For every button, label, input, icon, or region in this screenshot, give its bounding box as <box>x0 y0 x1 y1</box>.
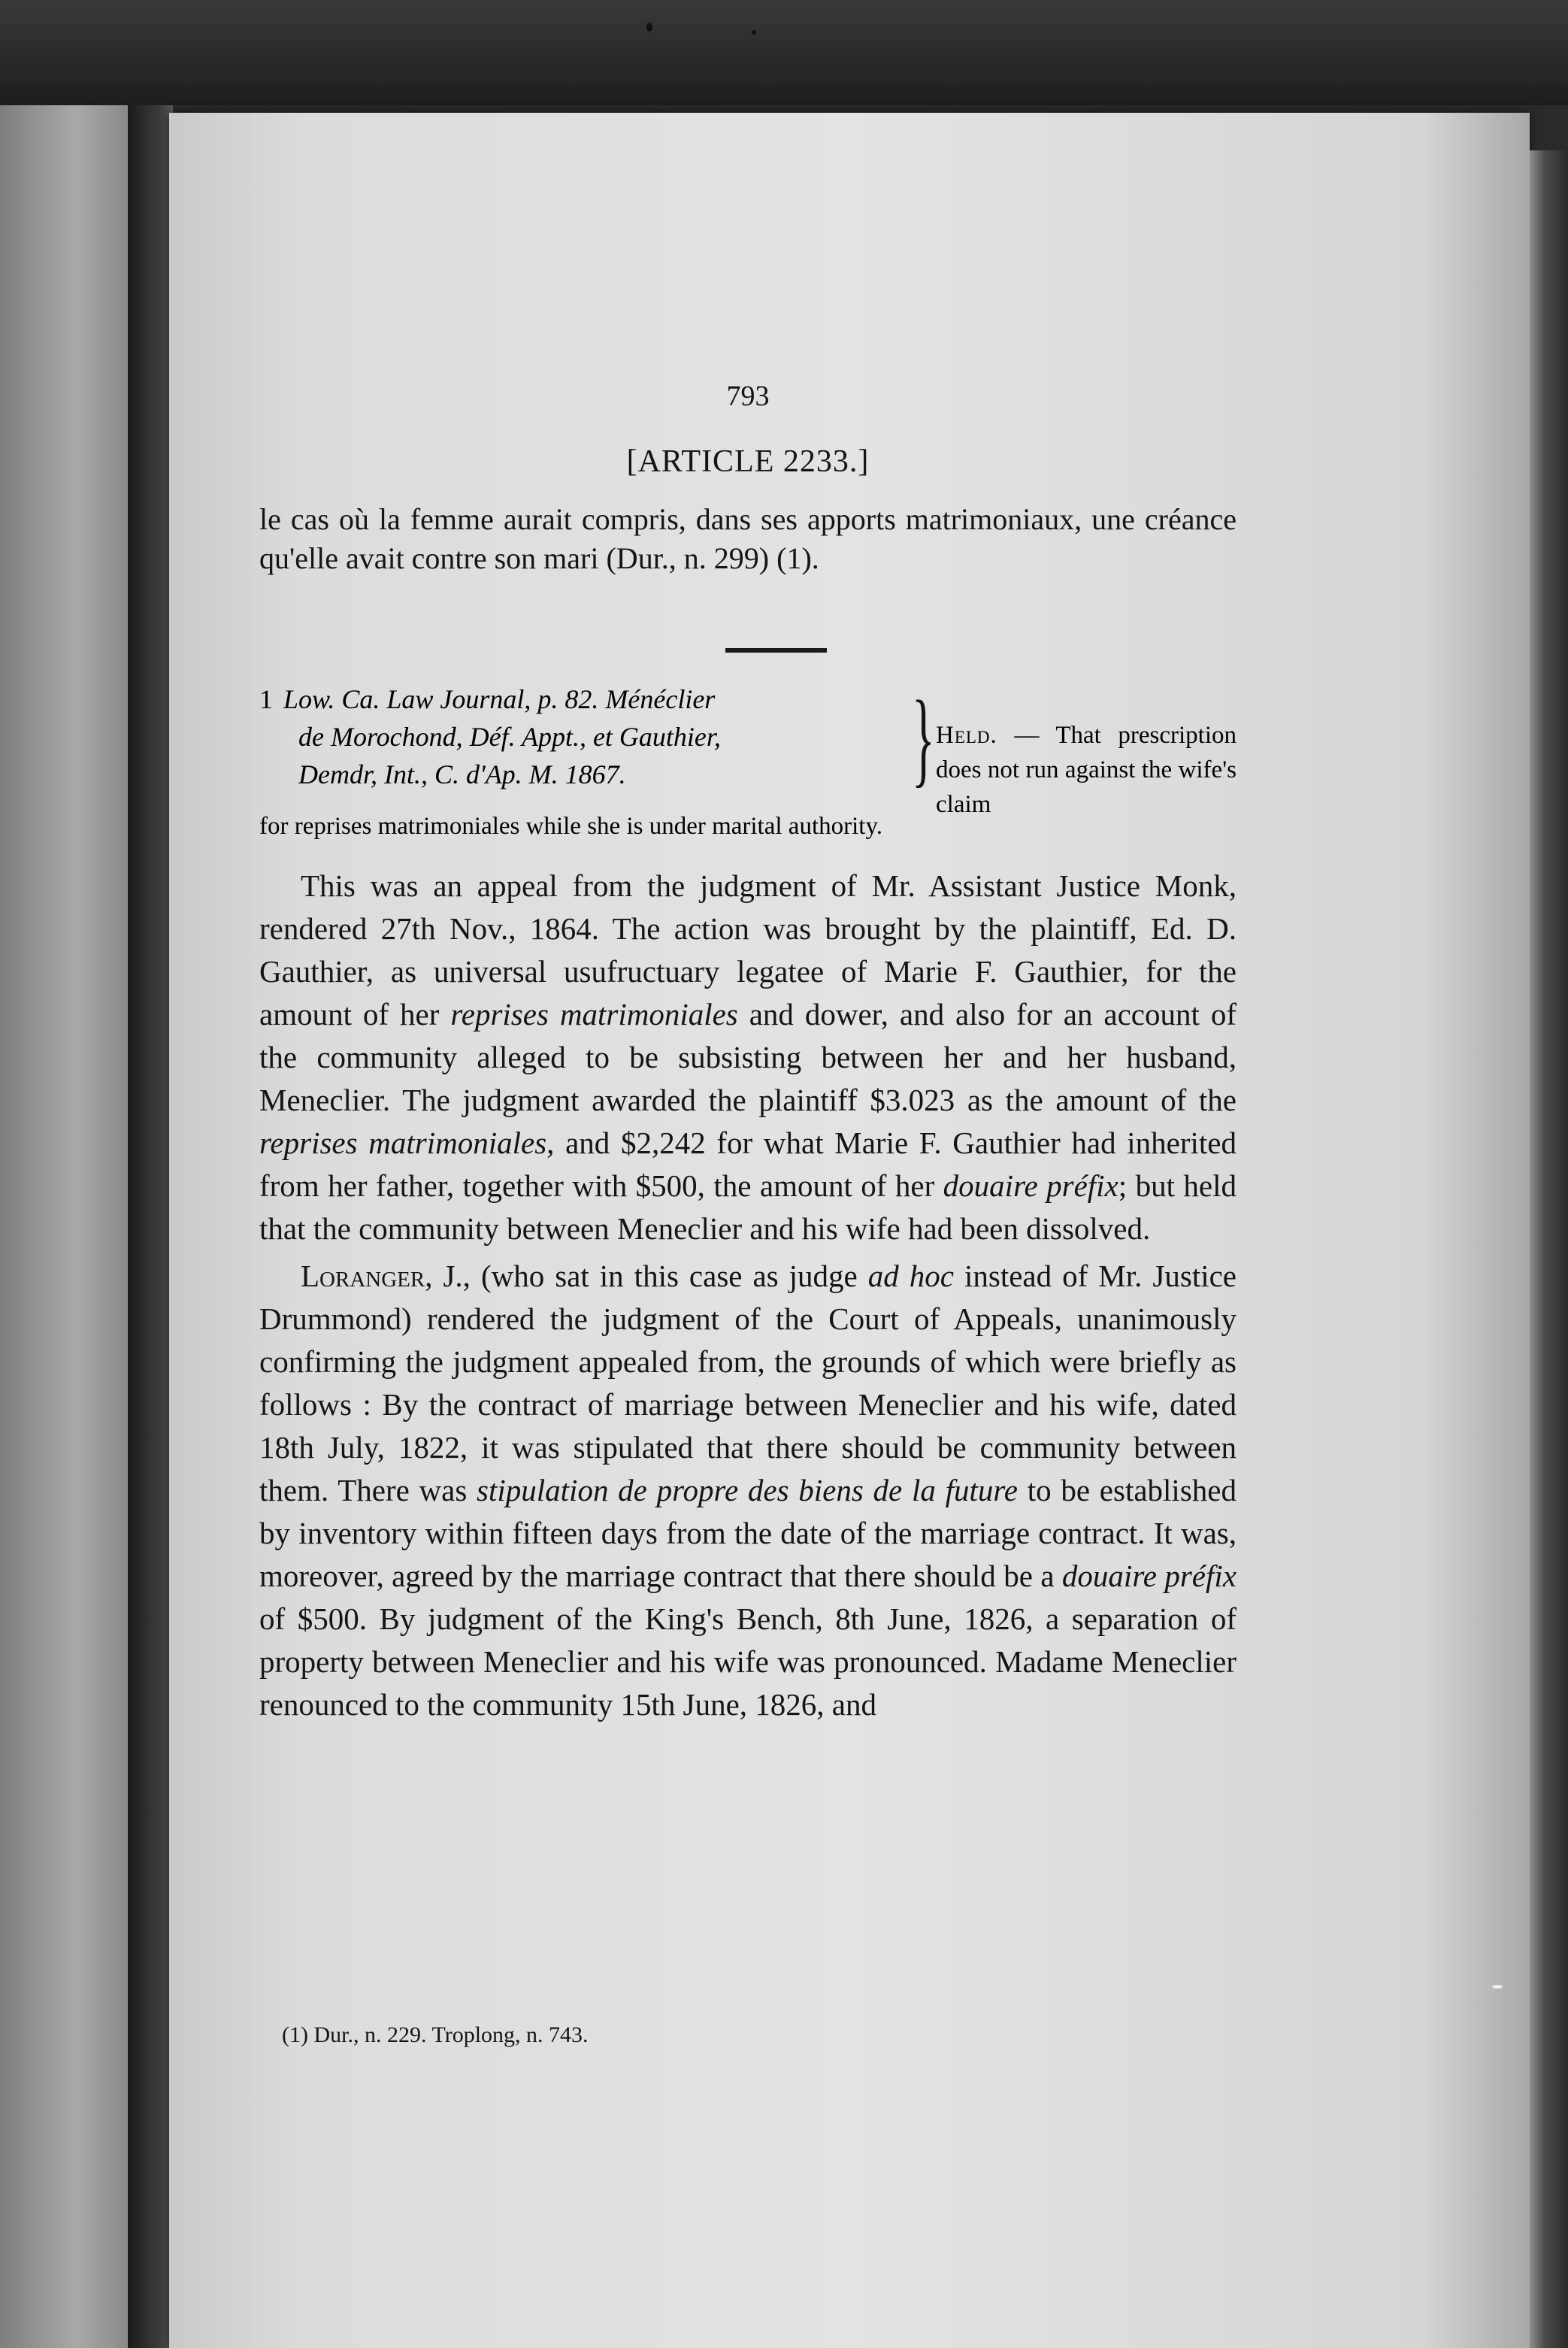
text-run: ; but held that the community between Meneclier and his wife had been dissolved. <box>259 1168 1237 1246</box>
text-run: of $500. By judgment of the King's Bench, 8th June, 1826, a separation of property between Meneclier and his wife was pronounced. Madame Meneclier renounced to the community 15th June, 1826, and <box>259 1601 1237 1722</box>
intro-paragraph: le cas où la femme aurait compris, dans ses apports matrimoniaux, une créance qu'elle avait contre son mari (Dur., n. 299) (1). <box>259 502 1237 575</box>
article-heading: [ARTICLE 2233.] <box>626 444 870 479</box>
note-number: 1 <box>259 684 273 714</box>
paragraph-appeal <box>259 865 1237 1250</box>
judge-name: Loranger <box>301 1259 425 1293</box>
film-edge <box>0 0 1568 105</box>
italic-run: ad hoc <box>867 1259 954 1293</box>
text-run: , J., (who sat in this case as judge <box>425 1259 868 1293</box>
book-gutter <box>128 105 173 2348</box>
text-run: to be established by inventory within fifteen days from the date of the marriage contract. It was, moreover, agreed by the marriage contract that there should be a <box>259 1473 1237 1593</box>
text-run: instead of Mr. Justice Drummond) rendered the judgment of the Court of Appeals, unanimously confirming the judgment appealed from, the grounds of which were briefly as follows : By the contract of marriage between Meneclier and his wife, dated 18th July, 1822, it was stipulated that there should be community between them. There was <box>259 1259 1237 1507</box>
film-speck <box>1492 1985 1503 1989</box>
opinion-body <box>259 865 1237 1726</box>
citation-line: Low. Ca. Law Journal, p. 82. Ménéclier <box>283 684 716 714</box>
citation-line: de Morochond, Déf. Appt., et Gauthier, <box>298 722 721 752</box>
page-stack-edge <box>1530 150 1568 2348</box>
held-text: — That prescription does not run against the wife's claim <box>936 722 1237 818</box>
text-run: and dower, and also for an account of the community alleged to be subsisting between her and her husband, Meneclier. The judgment awarded the plaintiff $3.023 as the amount of the <box>259 997 1237 1117</box>
paragraph-judgment <box>259 1255 1237 1726</box>
italic-run: douaire préfix <box>943 1168 1118 1203</box>
section-divider <box>725 648 827 653</box>
note-continuation: for reprises matrimoniales while she is under marital authority. <box>259 813 883 840</box>
brace-glyph: } <box>912 678 935 797</box>
held-label: Held. <box>936 722 997 749</box>
italic-run: reprises matrimoniales <box>259 1126 547 1160</box>
footnote: (1) Dur., n. 229. Troplong, n. 743. <box>282 2022 589 2047</box>
facing-page-edge <box>0 105 128 2348</box>
italic-run: stipulation de propre des biens de la future <box>477 1473 1019 1507</box>
citation-line: Demdr, Int., C. d'Ap. M. 1867. <box>298 759 626 789</box>
page-number: 793 <box>726 380 770 412</box>
held-summary <box>936 718 1237 822</box>
italic-run: douaire préfix <box>1061 1559 1237 1593</box>
italic-run: reprises matrimoniales <box>450 997 738 1032</box>
text-run: , and $2,242 for what Marie F. Gauthier had inherited from her father, together with $500, the amount of her <box>259 1126 1237 1203</box>
case-citation <box>259 680 898 793</box>
film-speck <box>752 30 756 35</box>
film-speck <box>646 23 652 32</box>
text-run: This was an appeal from the judgment of Mr. Assistant Justice Monk, rendered 27th Nov., 1864. The action was brought by the plaintiff, Ed. D. Gauthier, as universal usufructuary legatee of Marie F. Gauthier, for the amount of her <box>259 868 1237 1032</box>
